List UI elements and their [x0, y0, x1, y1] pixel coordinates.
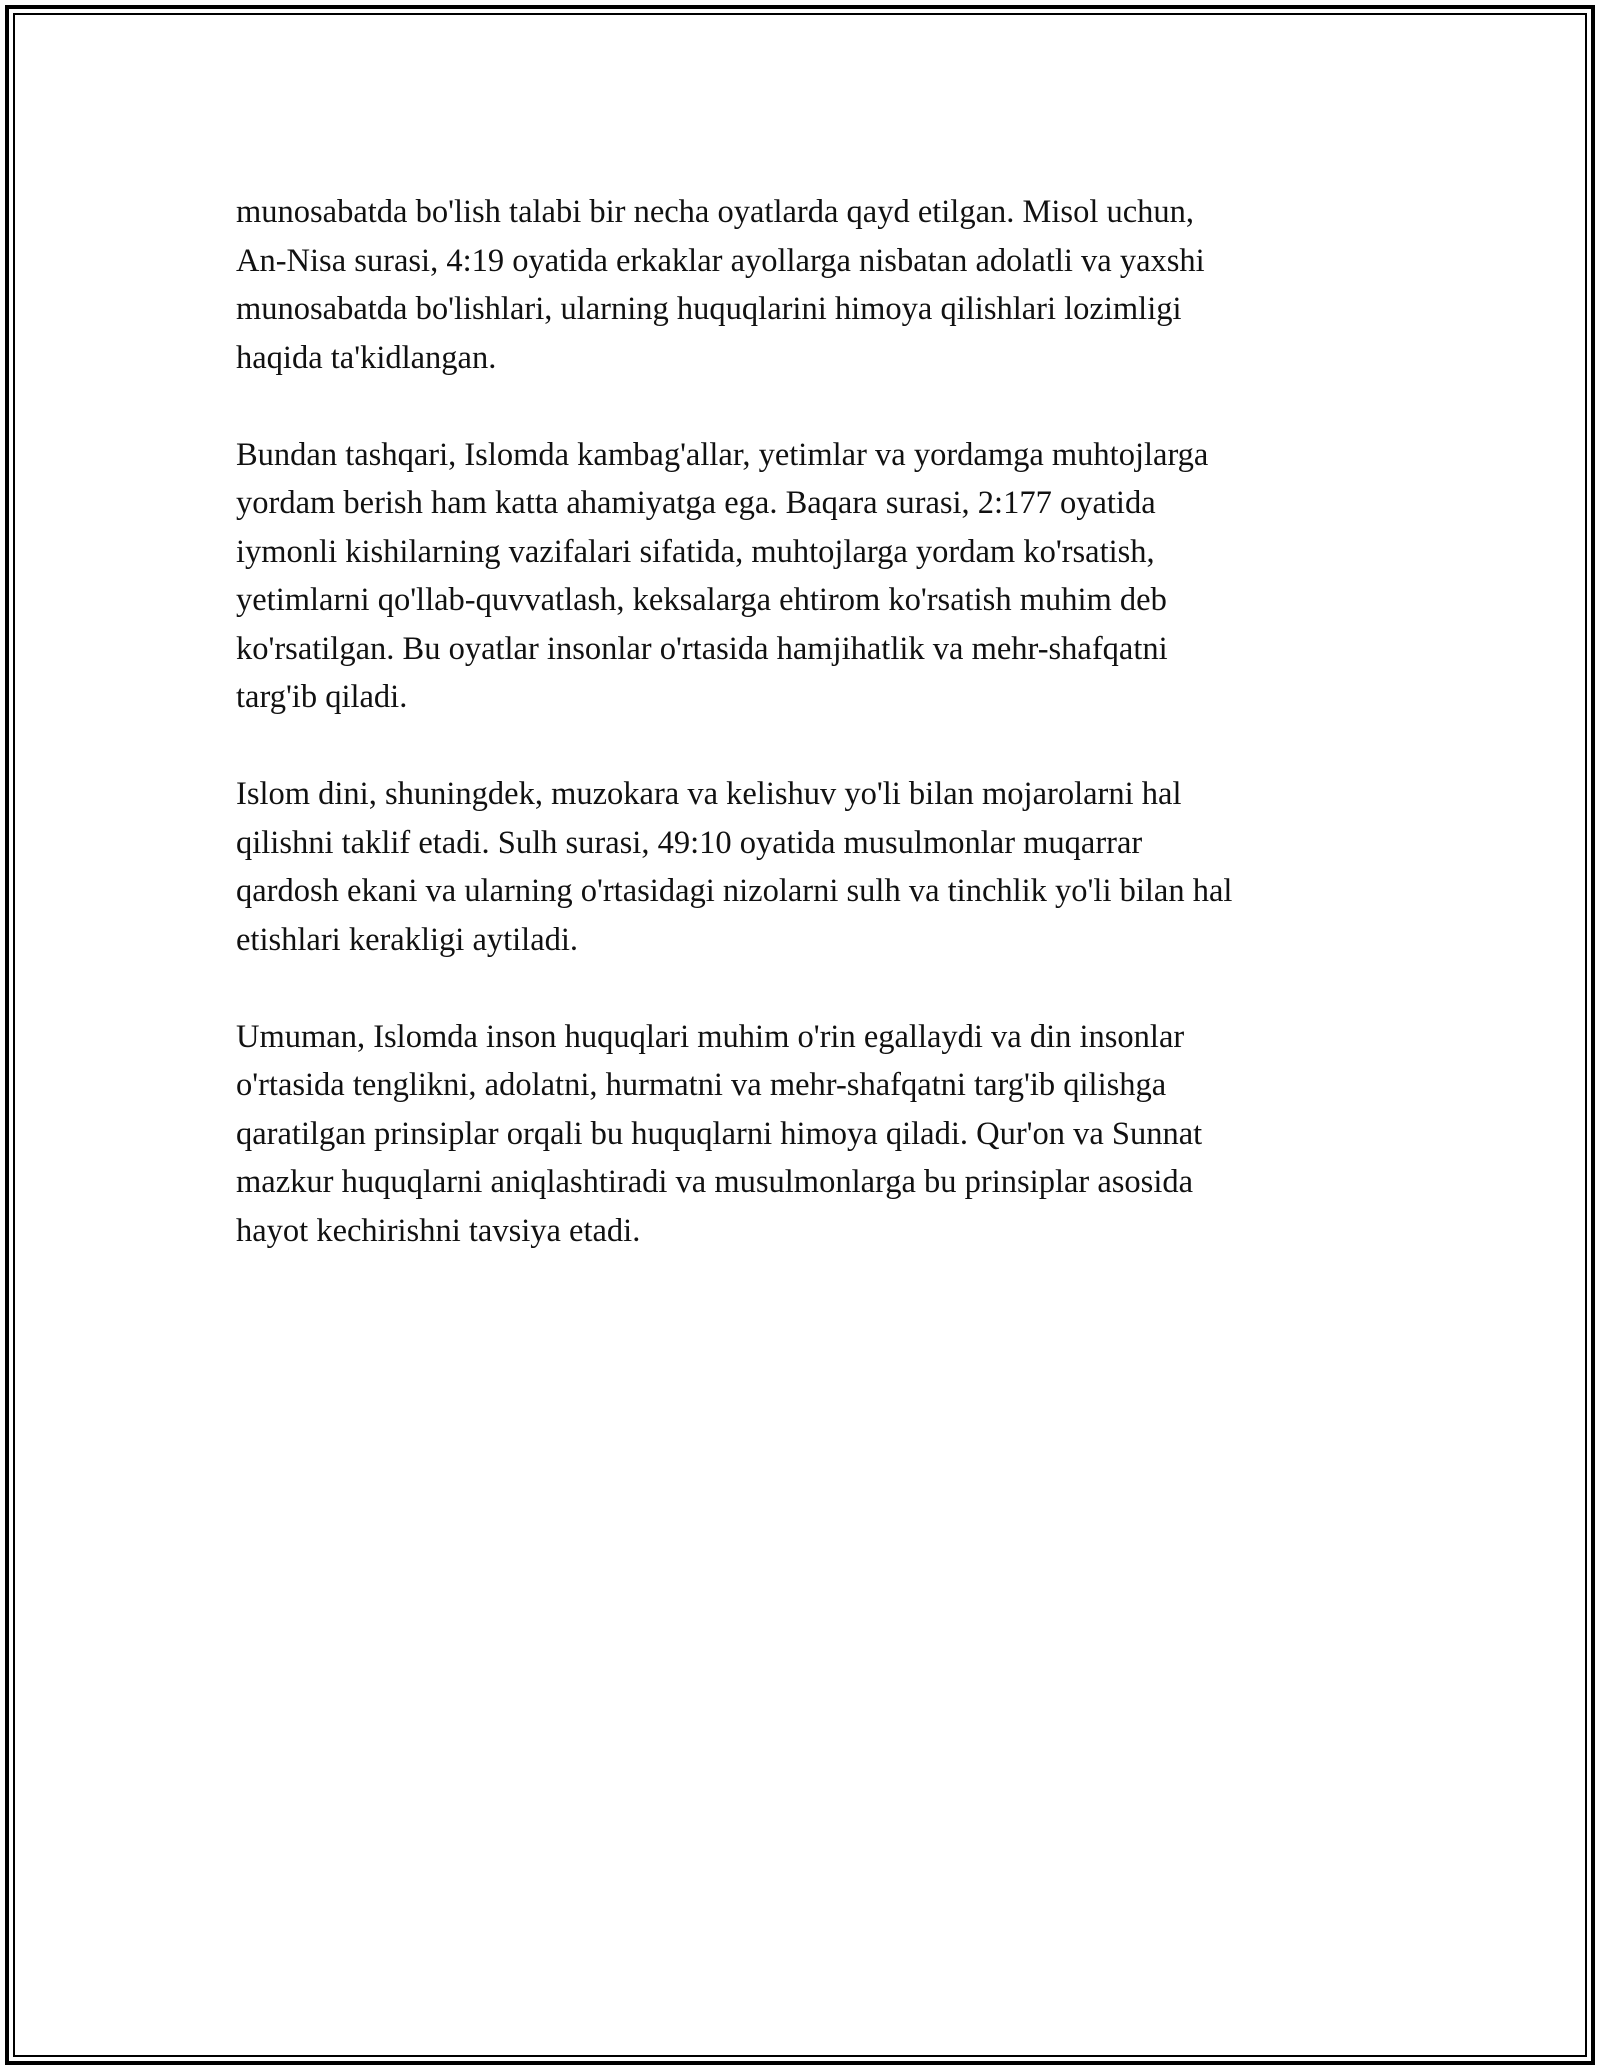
text-line: yetimlarni qo'llab-quvvatlash, keksalarga ehtirom ko'rsatish muhim deb — [236, 582, 1167, 618]
text-line: mazkur huquqlarni aniqlashtiradi va musulmonlarga bu prinsiplar asosida — [236, 1164, 1194, 1200]
text-line: Bundan tashqari, Islomda kambag'allar, yetimlar va yordamga muhtojlarga — [236, 436, 1209, 473]
text-line: iymonli kishilarning vazifalari sifatida, muhtojlarga yordam ko'rsatish, — [236, 533, 1155, 570]
text-line: targ'ib qiladi. — [236, 679, 408, 715]
text-line: hayot kechirishni tavsiya etadi. — [236, 1212, 641, 1249]
document-body — [236, 188, 1366, 1304]
text-line: An-Nisa surasi, 4:19 oyatida erkaklar ayollarga nisbatan adolatli va yaxshi — [236, 242, 1205, 279]
text-line: yordam berish ham katta ahamiyatga ega. Baqara surasi, 2:177 oyatida — [236, 485, 1156, 521]
text-line: qaratilgan prinsiplar orqali bu huquqlarni himoya qiladi. Qur'on va Sunnat — [236, 1115, 1203, 1152]
text-line: ko'rsatilgan. Bu oyatlar insonlar o'rtasida hamjihatlik va mehr-shafqatni — [236, 630, 1168, 667]
paragraph-conflict-resolution — [236, 770, 1366, 964]
text-line: etishlari kerakligi aytiladi. — [236, 921, 579, 958]
text-line: qilishni taklif etadi. Sulh surasi, 49:10 oyatida musulmonlar muqarrar — [236, 824, 1143, 861]
text-line: munosabatda bo'lish talabi bir necha oyatlarda qayd etilgan. Misol uchun, — [236, 194, 1195, 230]
text-line: munosabatda bo'lishlari, ularning huquqlarini himoya qilishlari lozimligi — [236, 291, 1182, 327]
paragraph-helping-needy — [236, 431, 1366, 722]
paragraph-women-rights — [236, 188, 1366, 382]
text-line: qardosh ekani va ularning o'rtasidagi nizolarni sulh va tinchlik yo'li bilan hal — [236, 873, 1233, 909]
text-line: Islom dini, shuningdek, muzokara va kelishuv yo'li bilan mojarolarni hal — [236, 776, 1182, 812]
paragraph-conclusion — [236, 1013, 1366, 1256]
text-line: Umuman, Islomda inson huquqlari muhim o'rin egallaydi va din insonlar — [236, 1018, 1185, 1055]
text-line: haqida ta'kidlangan. — [236, 339, 497, 376]
text-line: o'rtasida tenglikni, adolatni, hurmatni va mehr-shafqatni targ'ib qilishga — [236, 1067, 1167, 1103]
